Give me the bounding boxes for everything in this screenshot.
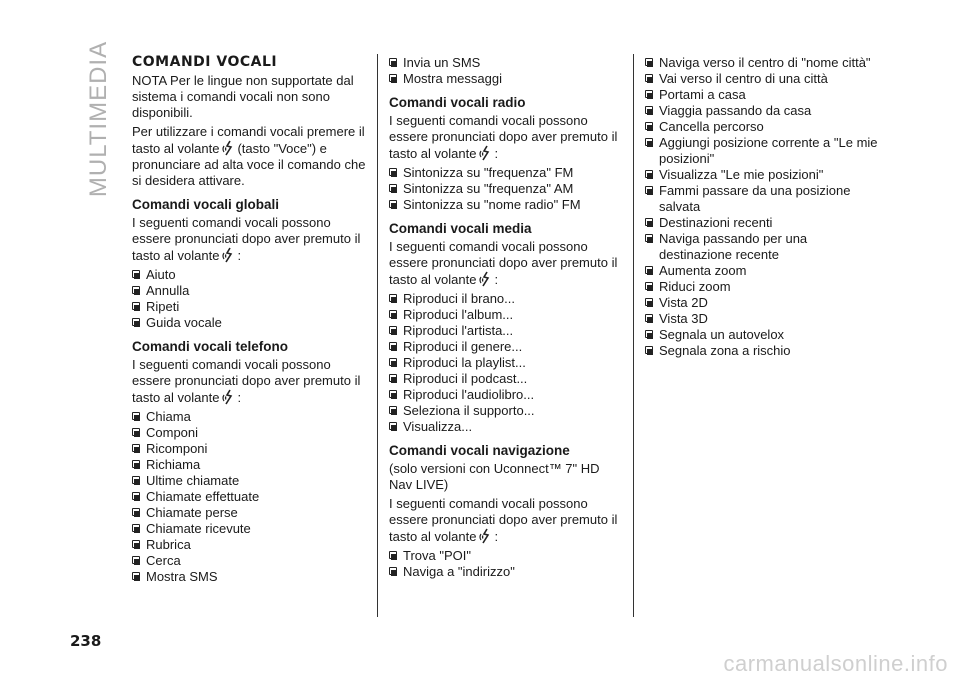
side-section-title: MULTIMEDIA (85, 40, 112, 198)
voice-command-icon (478, 145, 492, 161)
list-item: Segnala zona a rischio (645, 343, 880, 359)
command-list (645, 55, 880, 359)
column-1 (132, 54, 367, 585)
list-item: Sintonizza su "nome radio" FM (389, 197, 624, 213)
list-item: Componi (132, 425, 367, 441)
list-item: Chiamate ricevute (132, 521, 367, 537)
command-list (389, 165, 624, 213)
list-item: Chiamate perse (132, 505, 367, 521)
list-item: Fammi passare da una posizione salvata (645, 183, 880, 215)
voice-command-icon (221, 247, 235, 263)
list-item: Rubrica (132, 537, 367, 553)
watermark: carmanualsonline.info (723, 651, 948, 676)
page-number: 238 (70, 632, 102, 650)
list-item: Guida vocale (132, 315, 367, 331)
list-item: Segnala un autovelox (645, 327, 880, 343)
list-item: Cancella percorso (645, 119, 880, 135)
list-item: Sintonizza su "frequenza" AM (389, 181, 624, 197)
column-3 (645, 54, 880, 359)
subsection-title: Comandi vocali telefono (132, 339, 289, 354)
list-item: Riproduci il brano... (389, 291, 624, 307)
command-list (389, 548, 624, 580)
intro-text: Per utilizzare i comandi vocali premere il tasto al volante (tasto "Voce") e pronunciare ad alta voce il comando che si desidera attivare. (132, 124, 366, 188)
list-item: Sintonizza su "frequenza" FM (389, 165, 624, 181)
command-list (389, 55, 624, 87)
list-item: Riproduci l'album... (389, 307, 624, 323)
list-item: Ricomponi (132, 441, 367, 457)
list-item: Riproduci l'audiolibro... (389, 387, 624, 403)
list-item: Riduci zoom (645, 279, 880, 295)
list-item: Visualizza "Le mie posizioni" (645, 167, 880, 183)
list-item: Riproduci il podcast... (389, 371, 624, 387)
list-item: Portami a casa (645, 87, 880, 103)
list-item: Destinazioni recenti (645, 215, 880, 231)
voice-command-icon (221, 140, 235, 156)
list-item: Mostra messaggi (389, 71, 624, 87)
list-item: Ultime chiamate (132, 473, 367, 489)
column-divider (377, 54, 378, 617)
command-list (132, 409, 367, 585)
list-item: Invia un SMS (389, 55, 624, 71)
list-item: Seleziona il supporto... (389, 403, 624, 419)
voice-command-icon (478, 528, 492, 544)
subsection-text: I seguenti comandi vocali possono essere pronunciati dopo aver premuto il tasto al volante : (132, 357, 361, 405)
list-item: Riproduci l'artista... (389, 323, 624, 339)
subsection-title: Comandi vocali media (389, 221, 532, 236)
list-item: Aiuto (132, 267, 367, 283)
list-item: Chiamate effettuate (132, 489, 367, 505)
list-item: Richiama (132, 457, 367, 473)
subsection-text: I seguenti comandi vocali possono essere pronunciati dopo aver premuto il tasto al volante : (389, 496, 618, 544)
list-item: Naviga passando per una destinazione recente (645, 231, 880, 263)
list-item: Mostra SMS (132, 569, 367, 585)
subsection-note: (solo versioni con Uconnect™ 7" HD Nav LIVE) (389, 461, 600, 492)
list-item: Naviga verso il centro di "nome città" (645, 55, 880, 71)
list-item: Trova "POI" (389, 548, 624, 564)
list-item: Vista 3D (645, 311, 880, 327)
subsection-text: I seguenti comandi vocali possono essere pronunciati dopo aver premuto il tasto al volante : (132, 215, 361, 263)
list-item: Vista 2D (645, 295, 880, 311)
list-item: Aggiungi posizione corrente a "Le mie posizioni" (645, 135, 880, 167)
list-item: Chiama (132, 409, 367, 425)
list-item: Aumenta zoom (645, 263, 880, 279)
voice-command-icon (221, 389, 235, 405)
note-text: NOTA Per le lingue non supportate dal sistema i comandi vocali non sono disponibili. (132, 73, 354, 120)
column-divider (633, 54, 634, 617)
list-item: Riproduci il genere... (389, 339, 624, 355)
list-item: Annulla (132, 283, 367, 299)
command-list (389, 291, 624, 435)
list-item: Visualizza... (389, 419, 624, 435)
list-item: Riproduci la playlist... (389, 355, 624, 371)
command-list (132, 267, 367, 331)
subsection-title: Comandi vocali globali (132, 197, 280, 212)
subsection-title: Comandi vocali navigazione (389, 443, 570, 458)
list-item: Vai verso il centro di una città (645, 71, 880, 87)
list-item: Ripeti (132, 299, 367, 315)
section-heading: COMANDI VOCALI (132, 54, 278, 70)
list-item: Naviga a "indirizzo" (389, 564, 624, 580)
subsection-title: Comandi vocali radio (389, 95, 526, 110)
list-item: Cerca (132, 553, 367, 569)
subsection-text: I seguenti comandi vocali possono essere pronunciati dopo aver premuto il tasto al volante : (389, 239, 618, 287)
column-2 (389, 54, 624, 580)
voice-command-icon (478, 271, 492, 287)
list-item: Viaggia passando da casa (645, 103, 880, 119)
subsection-text: I seguenti comandi vocali possono essere pronunciati dopo aver premuto il tasto al volante : (389, 113, 618, 161)
